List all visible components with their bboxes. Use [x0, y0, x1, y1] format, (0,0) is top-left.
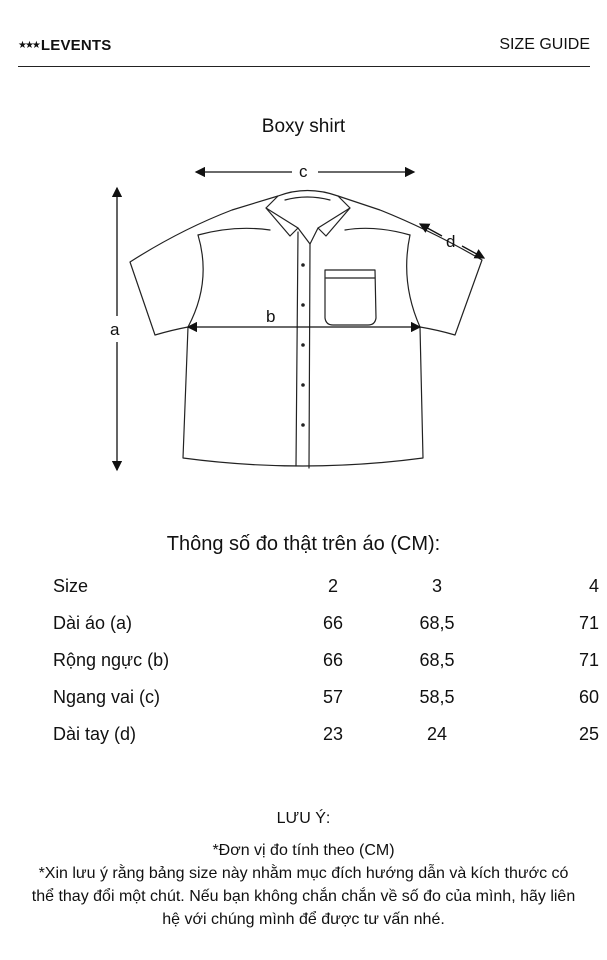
table-cell: Rộng ngực (b) — [53, 650, 170, 670]
collar-outline — [266, 191, 350, 245]
table-cell: 58,5 — [419, 687, 455, 707]
label-d: d — [446, 232, 456, 251]
table-cell: Size — [53, 576, 89, 596]
table-cell: Dài áo (a) — [53, 613, 133, 633]
specs-title: Thông số đo thật trên áo (CM): — [166, 533, 441, 555]
label-c: c — [299, 162, 308, 181]
table-cell: 57 — [322, 687, 344, 707]
table-row — [48, 642, 599, 679]
right-sleeve-outline — [338, 196, 482, 335]
table-row — [48, 716, 599, 753]
note-unit: *Đơn vị đo tính theo (CM) — [212, 842, 395, 859]
table-cell: 3 — [431, 576, 442, 596]
diagram-title: Boxy shirt — [261, 116, 346, 137]
table-cell: Dài tay (d) — [53, 724, 137, 744]
table-cell: 60 — [578, 687, 599, 707]
label-a: a — [110, 320, 120, 339]
size-table — [48, 568, 599, 753]
table-cell: 66 — [322, 613, 344, 633]
page-title: SIZE GUIDE — [499, 36, 590, 53]
table-cell: 4 — [588, 576, 599, 596]
table-cell: 68,5 — [419, 613, 455, 633]
shirt-body-outline — [183, 327, 423, 466]
note-body: *Xin lưu ý rằng bảng size này nhằm mục đích hướng dẫn và kích thước có thể thay đổi một chút. Nếu bạn không chắn chắn về số đo của mình, hãy liên hệ với chúng mình để được tư vấn nhé. — [31, 865, 576, 928]
shirt-diagram — [0, 150, 607, 480]
table-cell: 71 — [578, 613, 599, 633]
brand-logo[interactable] — [18, 37, 111, 54]
header-divider — [18, 66, 590, 67]
table-cell: 24 — [426, 724, 448, 744]
table-row — [48, 605, 599, 642]
left-sleeve-outline — [130, 196, 278, 335]
shirt-buttons — [301, 263, 305, 427]
table-row — [48, 679, 599, 716]
table-cell: 25 — [578, 724, 599, 744]
table-cell: Ngang vai (c) — [53, 687, 161, 707]
table-cell: 68,5 — [419, 650, 455, 670]
table-cell: 71 — [578, 650, 599, 670]
header — [0, 0, 607, 68]
table-cell: 2 — [327, 576, 338, 596]
table-header-row — [48, 568, 599, 605]
label-b: b — [266, 307, 276, 326]
note-title: LƯU Ý: — [276, 810, 331, 827]
brand-name: LEVENTS — [40, 37, 112, 54]
logo-stars-icon: ★★★ — [18, 40, 39, 51]
arrow-d — [420, 224, 442, 236]
table-cell: 66 — [322, 650, 344, 670]
table-cell: 23 — [322, 724, 344, 744]
